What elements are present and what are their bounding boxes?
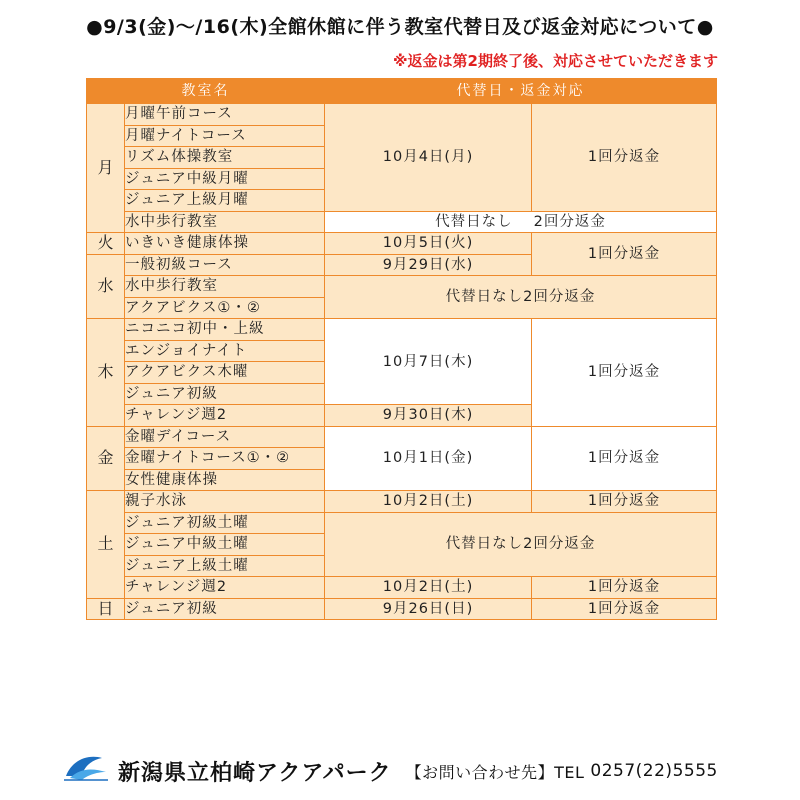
class-name: ジュニア中級土曜 — [125, 534, 325, 556]
class-name: アクアビクス①・② — [125, 297, 325, 319]
class-name: チャレンジ週2 — [125, 577, 325, 599]
class-name: 金曜ナイトコース①・② — [125, 448, 325, 470]
alt-date-cell: 9月26日(日) — [325, 598, 532, 620]
class-name: リズム体操教室 — [125, 147, 325, 169]
facility-name: 新潟県立柏崎アクアパーク — [118, 760, 392, 786]
class-name: 水中歩行教室 — [125, 211, 325, 233]
no-alt-cell: 代替日なし2回分返金 — [325, 512, 717, 577]
class-name: 水中歩行教室 — [125, 276, 325, 298]
alt-date-cell: 10月4日(月) — [325, 104, 532, 212]
class-name: ジュニア初級 — [125, 383, 325, 405]
table-row — [87, 211, 717, 233]
class-name: ジュニア上級月曜 — [125, 190, 325, 212]
schedule-table — [86, 78, 717, 620]
page-title: ●9/3(金)～/16(木)全館休館に伴う教室代替日及び返金対応について● — [86, 16, 714, 38]
wave-logo-icon — [62, 750, 110, 792]
day-label-thu: 木 — [87, 319, 125, 427]
class-name: ニコニコ初中・上級 — [125, 319, 325, 341]
refund-cell: 1回分返金 — [532, 426, 717, 491]
table-row — [87, 512, 717, 534]
alt-date-cell: 10月2日(土) — [325, 491, 532, 513]
class-name: 親子水泳 — [125, 491, 325, 513]
refund-cell: 1回分返金 — [532, 319, 717, 427]
footer — [62, 750, 718, 792]
alt-date-cell: 10月1日(金) — [325, 426, 532, 491]
day-label-mon: 月 — [87, 104, 125, 233]
day-label-fri: 金 — [87, 426, 125, 491]
class-name: ジュニア初級 — [125, 598, 325, 620]
class-name: アクアビクス木曜 — [125, 362, 325, 384]
class-name: ジュニア上級土曜 — [125, 555, 325, 577]
header-response: 代替日・返金対応 — [325, 79, 717, 104]
class-name: エンジョイナイト — [125, 340, 325, 362]
class-name: 一般初級コース — [125, 254, 325, 276]
table-row — [87, 598, 717, 620]
class-name: ジュニア中級月曜 — [125, 168, 325, 190]
class-name: いきいき健康体操 — [125, 233, 325, 255]
alt-date-cell: 9月29日(水) — [325, 254, 532, 276]
day-label-wed: 水 — [87, 254, 125, 319]
class-name: 金曜デイコース — [125, 426, 325, 448]
refund-notice: ※返金は第2期終了後、対応させていただきます — [392, 52, 718, 70]
table-row — [87, 233, 717, 255]
refund-cell: 1回分返金 — [532, 577, 717, 599]
refund-cell: 1回分返金 — [532, 104, 717, 212]
table-header-row — [87, 79, 717, 104]
table-row — [87, 491, 717, 513]
contact-label: 【お問い合わせ先】TEL — [405, 762, 585, 782]
table-row — [87, 104, 717, 126]
alt-date-cell: 10月5日(火) — [325, 233, 532, 255]
refund-cell: 1回分返金 — [532, 491, 717, 513]
table-row — [87, 577, 717, 599]
alt-date-cell: 10月7日(木) — [325, 319, 532, 405]
day-label-sat: 土 — [87, 491, 125, 599]
no-alt-cell: 代替日なし 2回分返金 — [325, 211, 717, 233]
phone-number: 0257(22)5555 — [590, 761, 718, 781]
table-row — [87, 319, 717, 341]
alt-date-cell: 9月30日(木) — [325, 405, 532, 427]
no-alt-cell: 代替日なし2回分返金 — [325, 276, 717, 319]
class-name: 月曜ナイトコース — [125, 125, 325, 147]
table-row — [87, 426, 717, 448]
class-name: チャレンジ週2 — [125, 405, 325, 427]
aqua-park-logo — [62, 750, 110, 792]
day-label-sun: 日 — [87, 598, 125, 620]
refund-cell: 1回分返金 — [532, 233, 717, 276]
table-row — [87, 276, 717, 298]
class-name: 女性健康体操 — [125, 469, 325, 491]
header-class: 教室名 — [87, 79, 325, 104]
day-label-tue: 火 — [87, 233, 125, 255]
class-name: 月曜午前コース — [125, 104, 325, 126]
alt-date-cell: 10月2日(土) — [325, 577, 532, 599]
refund-cell: 1回分返金 — [532, 598, 717, 620]
class-name: ジュニア初級土曜 — [125, 512, 325, 534]
